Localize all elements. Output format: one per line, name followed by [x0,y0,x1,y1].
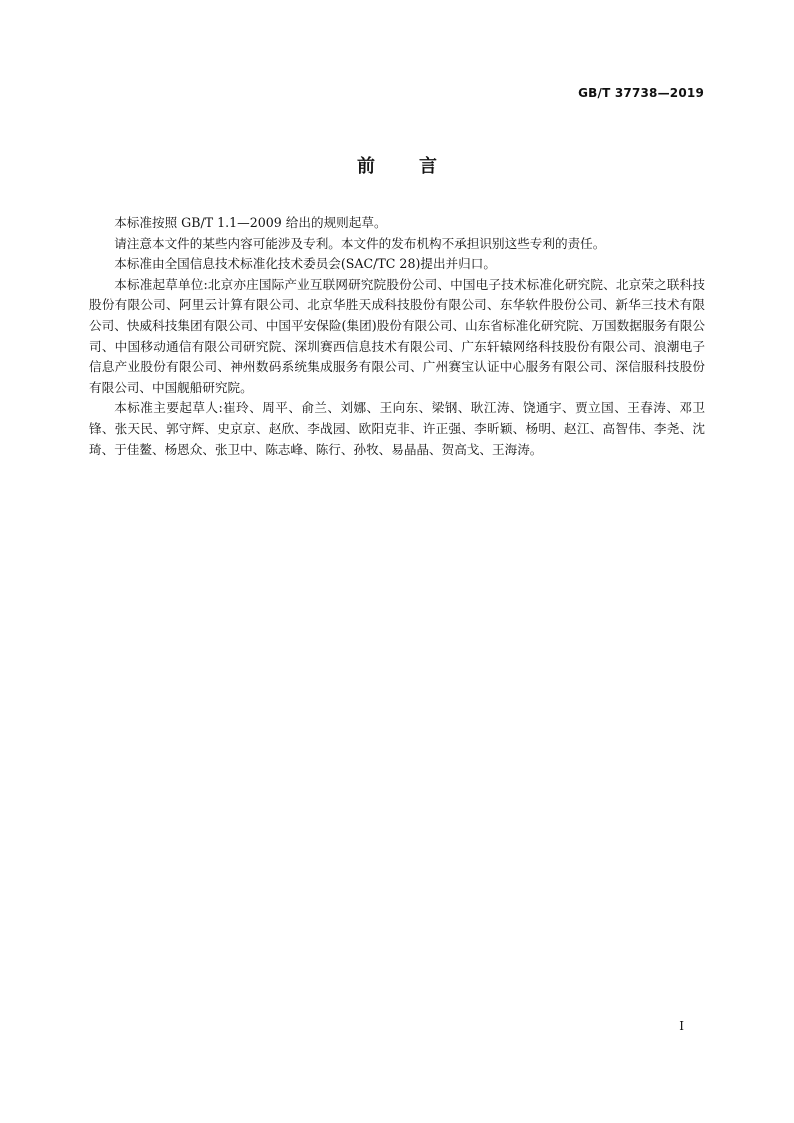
paragraph-drafters: 本标准主要起草人:崔玲、周平、俞兰、刘娜、王向东、梁钢、耿江涛、饶通宇、贾立国、王春涛、邓卫锋、张天民、郭守辉、史京京、赵欣、李战园、欧阳克非、许正强、李昕颖、杨明、赵江、高智伟、李尧、沈琦、于佳鳌、杨恩众、张卫中、陈志峰、陈行、孙牧、易晶晶、贺高戈、王海涛。 [89,400,705,457]
page-title: 前言 [357,156,481,177]
preface-body [89,213,705,460]
paragraph-drafting-rules: 本标准按照 GB/T 1.1—2009 给出的规则起草。 [114,215,387,230]
paragraph-proposer: 本标准由全国信息技术标准化技术委员会(SAC/TC 28)提出并归口。 [114,256,496,272]
paragraph-drafting-units: 本标准起草单位:北京亦庄国际产业互联网研究院股份公司、中国电子技术标准化研究院、北京荣之联科技股份有限公司、阿里云计算有限公司、北京华胜天成科技股份有限公司、东华软件股份公司、新华三技术有限公司、快威科技集团有限公司、中国平安保险(集团)股份有限公司、山东省标准化研究院、万国数据服务有限公司、中国移动通信有限公司研究院、深圳赛西信息技术有限公司、广东轩辕网络科技股份有限公司、浪潮电子信息产业股份有限公司、神州数码系统集成服务有限公司、广州赛宝认证中心服务有限公司、深信服科技股份有限公司、中国舰船研究院。 [89,276,705,395]
standard-number: GB/T 37738—2019 [578,86,704,100]
paragraph-patent-notice: 请注意本文件的某些内容可能涉及专利。本文件的发布机构不承担识别这些专利的责任。 [114,235,606,251]
page-number: I [679,1019,684,1033]
